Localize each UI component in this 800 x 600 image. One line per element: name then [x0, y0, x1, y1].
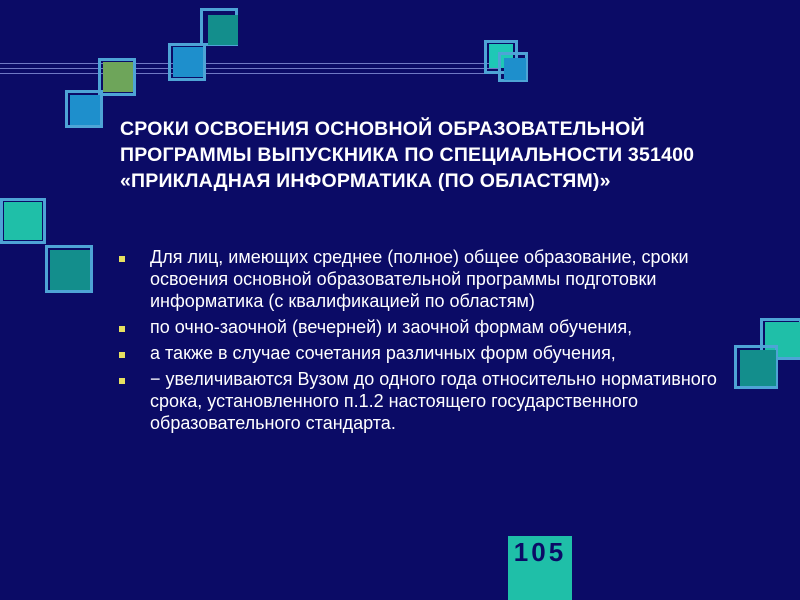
decorative-line	[0, 63, 500, 64]
decorative-square	[173, 47, 203, 77]
list-item	[118, 368, 758, 434]
decorative-square	[50, 250, 90, 290]
decorative-line	[0, 73, 500, 74]
list-item	[118, 246, 758, 312]
bullet-list	[118, 246, 758, 438]
slide-title: СРОКИ ОСВОЕНИЯ ОСНОВНОЙ ОБРАЗОВАТЕЛЬНОЙ ПРОГРАММЫ ВЫПУСКНИКА ПО СПЕЦИАЛЬНОСТИ 351400 «ПРИКЛАДНАЯ ИНФОРМАТИКА (ПО ОБЛАСТЯМ)»	[120, 118, 695, 192]
bullet-text: по очно-заочной (вечерней) и заочной формам обучения,	[150, 317, 633, 337]
list-item	[118, 342, 758, 364]
bullet-marker-icon	[119, 378, 125, 384]
decorative-square	[70, 95, 100, 125]
decorative-square	[504, 58, 526, 80]
bullet-text: Для лиц, имеющих среднее (полное) общее образование, сроки освоения основной образовательной программы подготовки информатика (с квалификацией по областям)	[150, 247, 689, 311]
bullet-text: а также в случае сочетания различных форм обучения,	[150, 343, 616, 363]
decorative-line	[0, 68, 500, 69]
decorative-square	[208, 15, 238, 45]
page-number: 105	[508, 536, 572, 600]
decorative-square	[103, 62, 133, 92]
bullet-marker-icon	[119, 326, 125, 332]
decorative-square	[4, 202, 42, 240]
bullet-marker-icon	[119, 352, 125, 358]
bullet-marker-icon	[119, 256, 125, 262]
bullet-text: − увеличиваются Вузом до одного года относительно нормативного срока, установленного п.1.2 настоящего государственного образовательного стандарта.	[150, 369, 717, 433]
list-item	[118, 316, 758, 338]
